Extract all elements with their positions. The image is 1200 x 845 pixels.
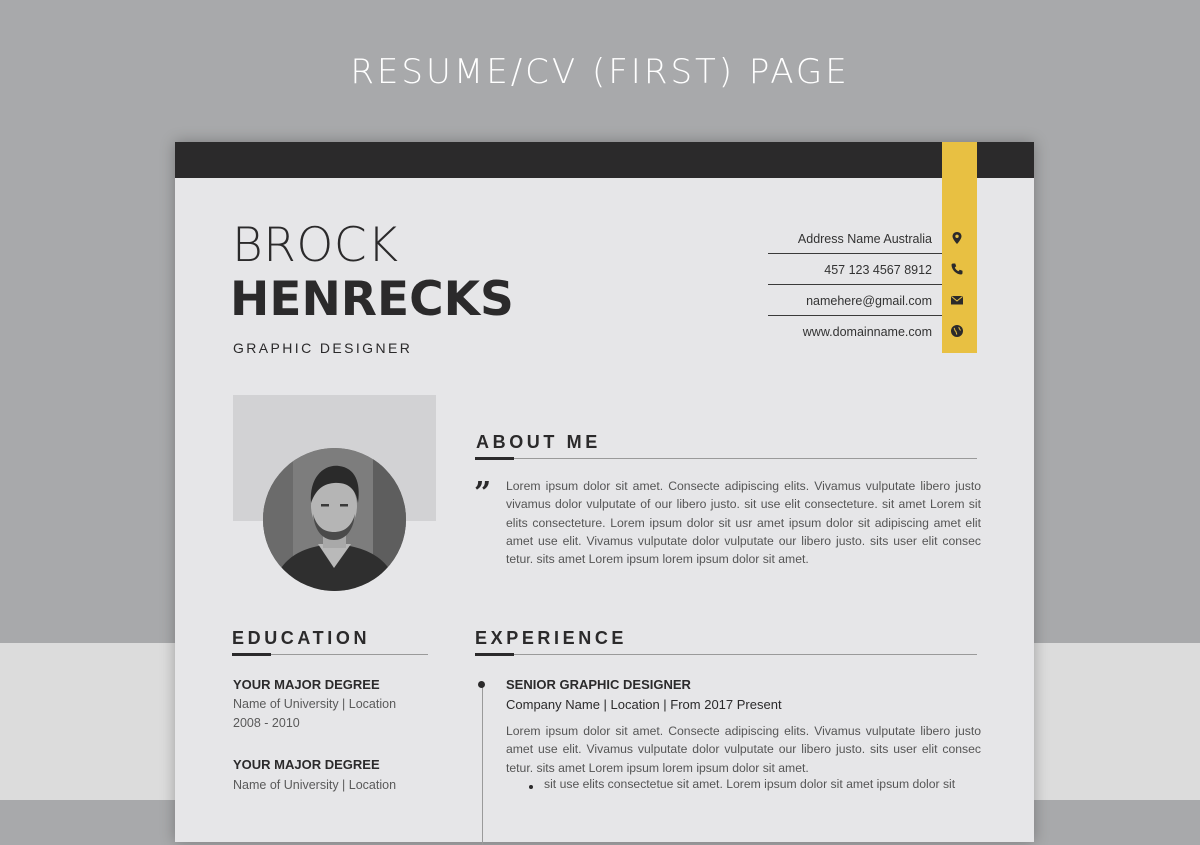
location-pin-icon — [950, 231, 964, 245]
first-name: BROCK — [232, 218, 399, 273]
divider — [768, 253, 942, 254]
experience-rule-accent — [475, 653, 514, 656]
job-role: GRAPHIC DESIGNER — [233, 340, 413, 356]
contact-website — [768, 317, 977, 347]
profile-photo — [263, 448, 406, 591]
page-banner-title: RESUME/CV (FIRST) PAGE — [350, 52, 850, 92]
education-school: Name of University | Location — [233, 697, 397, 711]
education-heading: EDUCATION — [232, 628, 371, 648]
about-heading: ABOUT ME — [476, 432, 601, 452]
profile-photo-image — [263, 448, 406, 591]
education-rule-accent — [232, 653, 271, 656]
experience-bullet: sit use elits consectetue sit amet. Lorem ipsum dolor sit amet ipsum dolor sit — [544, 777, 956, 791]
contact-phone — [768, 255, 977, 285]
globe-icon — [950, 324, 964, 338]
timeline-line — [482, 685, 483, 845]
experience-rule — [475, 654, 977, 655]
contact-phone-text: 457 123 4567 8912 — [824, 263, 932, 277]
bullet-dot — [529, 785, 533, 789]
contact-address-text: Address Name Australia — [797, 232, 932, 246]
about-rule — [475, 458, 977, 459]
header-bar — [175, 142, 1034, 178]
experience-company: Company Name | Location | From 2017 Present — [506, 697, 782, 712]
timeline-dot — [478, 681, 485, 688]
divider — [768, 284, 942, 285]
contact-email-text: namehere@gmail.com — [806, 294, 932, 308]
phone-icon — [950, 262, 964, 276]
about-rule-accent — [475, 457, 514, 460]
contact-address — [768, 224, 977, 254]
contact-email — [768, 286, 977, 316]
envelope-icon — [950, 293, 964, 307]
education-years: 2008 - 2010 — [233, 716, 300, 730]
experience-text: Lorem ipsum dolor sit amet. Consecte adipiscing elits. Vivamus vulputate libero justo amet use elit. Vivamus vulputate dolor vulputate our libero justo. sits user elit consec tetur. sits amet Lorem ipsum lorem ipsum dolor sit amet. — [506, 724, 981, 775]
education-degree: YOUR MAJOR DEGREE — [233, 677, 380, 692]
experience-title: SENIOR GRAPHIC DESIGNER — [506, 677, 691, 692]
education-school: Name of University | Location — [233, 778, 397, 792]
experience-heading: EXPERIENCE — [475, 628, 628, 648]
contact-website-text: www.domainname.com — [802, 325, 932, 339]
resume-page — [175, 142, 1034, 842]
divider — [768, 315, 942, 316]
about-text: Lorem ipsum dolor sit amet. Consecte adipiscing elits. Vivamus vulputate libero justo vivamus dolor vulputate of our libero justo. sit use elit consecteture. sit amet Lorem sit elits consecteture. Lorem ipsum dolor sit usr amet ipsum dolor sit adipiscing amet elit amet use elit. Vivamus vulputate dolor vulputate our libero justo. sits user elit consec tetur. sits amet Lorem ipsum lorem ipsum dolor sit amet. — [506, 479, 981, 567]
education-degree: YOUR MAJOR DEGREE — [233, 757, 380, 772]
last-name: HENRECKS — [230, 272, 514, 327]
quote-icon: ” — [474, 476, 492, 511]
